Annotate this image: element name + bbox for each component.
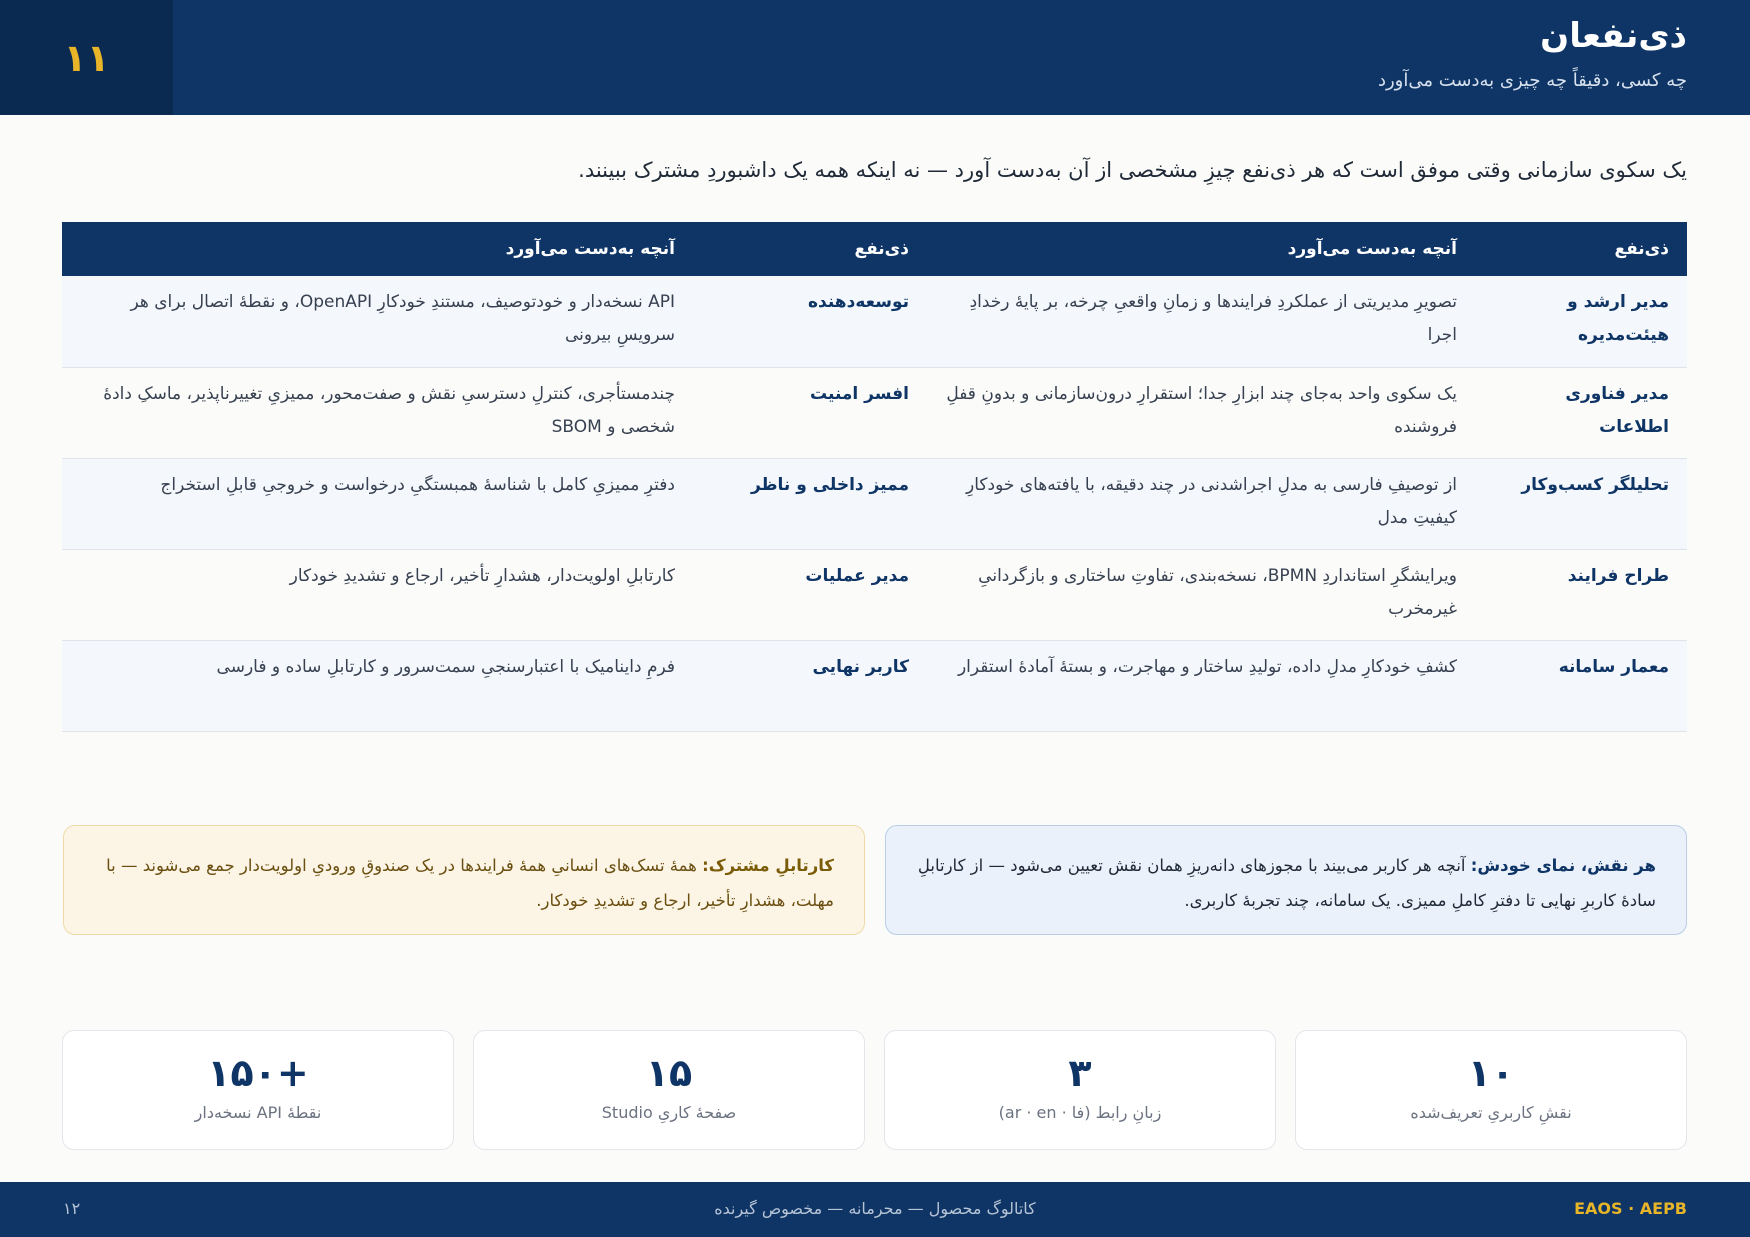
- column-header-stakeholder: ذی‌نفع: [1475, 222, 1687, 276]
- stakeholder-role: تحلیلگر کسب‌وکار: [1475, 458, 1687, 549]
- column-header-stakeholder: ذی‌نفع: [693, 222, 927, 276]
- stakeholder-benefit: چندمستأجری، کنترلِ دسترسیِ نقش و صفت‌محور، ممیزیِ تغییرناپذیر، ماسکِ دادهٔ شخصی و SBOM: [62, 367, 693, 458]
- stat-label: صفحهٔ کاریِ Studio: [601, 1103, 737, 1122]
- stakeholder-role: توسعه‌دهنده: [693, 276, 927, 367]
- stat-value: +۱۵۰: [207, 1051, 309, 1095]
- stat-label: نقطهٔ API نسخه‌دار: [194, 1103, 322, 1122]
- stat-value: ۱۰: [1467, 1051, 1515, 1095]
- column-header-benefit: آنچه به‌دست می‌آورد: [62, 222, 693, 276]
- stakeholder-benefit: از توصیفِ فارسی به مدلِ اجراشدنی در چند دقیقه، با یافته‌های خودکارِ کیفیتِ مدل: [927, 458, 1475, 549]
- table-row: [62, 640, 1687, 731]
- stakeholder-role: معمار سامانه: [1475, 640, 1687, 731]
- stakeholder-table: [62, 222, 1687, 732]
- table-row: [62, 458, 1687, 549]
- stakeholder-benefit: دفترِ ممیزیِ کامل با شناسهٔ همبستگیِ درخواست و خروجیِ قابلِ استخراج: [62, 458, 693, 549]
- stakeholder-benefit: کارتابلِ اولویت‌دار، هشدارِ تأخیر، ارجاع و تشدیدِ خودکار: [62, 549, 693, 640]
- page-header: [0, 0, 1750, 115]
- stakeholder-benefit: فرمِ داینامیک با اعتبارسنجیِ سمت‌سرور و کارتابلِ ساده و فارسی: [62, 640, 693, 731]
- stakeholder-role: طراح فرایند: [1475, 549, 1687, 640]
- stakeholder-role: ممیز داخلی و ناظر: [693, 458, 927, 549]
- shared-inbox-note-title: کارتابلِ مشترک:: [702, 856, 834, 875]
- table-row: [62, 276, 1687, 367]
- table-header-row: [62, 222, 1687, 276]
- stakeholder-benefit: تصویرِ مدیریتی از عملکردِ فرایندها و زمانِ واقعیِ چرخه، بر پایهٔ رخدادِ اجرا: [927, 276, 1475, 367]
- shared-inbox-note: [63, 825, 865, 935]
- column-header-benefit: آنچه به‌دست می‌آورد: [927, 222, 1475, 276]
- role-view-note-title: هر نقش، نمای خودش:: [1470, 856, 1656, 875]
- stat-value: ۳: [1068, 1051, 1092, 1095]
- role-view-note: [885, 825, 1687, 935]
- stakeholder-role: کاربر نهایی: [693, 640, 927, 731]
- intro-text: یک سکوی سازمانی وقتی موفق است که هر ذی‌نفع چیزِ مشخصی از آن به‌دست آورد — نه اینکه همه یک داشبوردِ مشترک ببینند.: [578, 158, 1687, 182]
- stakeholder-role: مدیر ارشد و هیئت‌مدیره: [1475, 276, 1687, 367]
- footer-brand: EAOS · AEPB: [1574, 1199, 1687, 1218]
- stakeholder-benefit: کشفِ خودکارِ مدلِ داده، تولیدِ ساختار و مهاجرت، و بستهٔ آمادهٔ استقرار: [927, 640, 1475, 731]
- stat-card-api-endpoints: [62, 1030, 454, 1150]
- page-footer: [0, 1182, 1750, 1237]
- page-title: ذی‌نفعان: [1540, 16, 1687, 56]
- footer-page-number: ۱۲: [63, 1199, 81, 1218]
- stakeholder-role: افسر امنیت: [693, 367, 927, 458]
- stakeholder-benefit: یک سکوی واحد به‌جای چند ابزارِ جدا؛ استقرارِ درون‌سازمانی و بدونِ قفلِ فروشنده: [927, 367, 1475, 458]
- table-row: [62, 549, 1687, 640]
- stat-label: زبانِ رابط (فا · ar · en): [998, 1103, 1162, 1122]
- stat-card-languages: [884, 1030, 1276, 1150]
- role-view-note-text: آنچه هر کاربر می‌بیند با مجوزهای دانه‌ریزِ همان نقش تعیین می‌شود — از کارتابلِ سادهٔ کاربرِ نهایی تا دفترِ کاملِ ممیزی. یک سامانه، چند تجربهٔ کاربری.: [917, 856, 1656, 910]
- stakeholder-role: مدیر فناوری اطلاعات: [1475, 367, 1687, 458]
- stakeholder-benefit: ویرایشگرِ استانداردِ BPMN، نسخه‌بندی، تفاوتِ ساختاری و بازگردانیِ غیرمخرب: [927, 549, 1475, 640]
- stat-label: نقشِ کاربریِ تعریف‌شده: [1410, 1103, 1572, 1122]
- stat-value: ۱۵: [645, 1051, 693, 1095]
- stat-card-studio-pages: [473, 1030, 865, 1150]
- page-subtitle: چه کسی، دقیقاً چه چیزی به‌دست می‌آورد: [1377, 70, 1687, 91]
- table-row: [62, 367, 1687, 458]
- section-number-badge: ۱۱: [0, 0, 173, 115]
- stakeholder-role: مدیر عملیات: [693, 549, 927, 640]
- stakeholder-benefit: API نسخه‌دار و خودتوصیف، مستندِ خودکارِ OpenAPI، و نقطهٔ اتصال برای هر سرویسِ بیرونی: [62, 276, 693, 367]
- stat-card-roles: [1295, 1030, 1687, 1150]
- footer-confidentiality: کاتالوگ محصول — محرمانه — مخصوص گیرنده: [714, 1199, 1036, 1218]
- shared-inbox-note-text: همهٔ تسک‌های انسانیِ همهٔ فرایندها در یک صندوقِ ورودیِ اولویت‌دار جمع می‌شوند — با مهلت، هشدارِ تأخیر، ارجاع و تشدیدِ خودکار.: [106, 856, 834, 910]
